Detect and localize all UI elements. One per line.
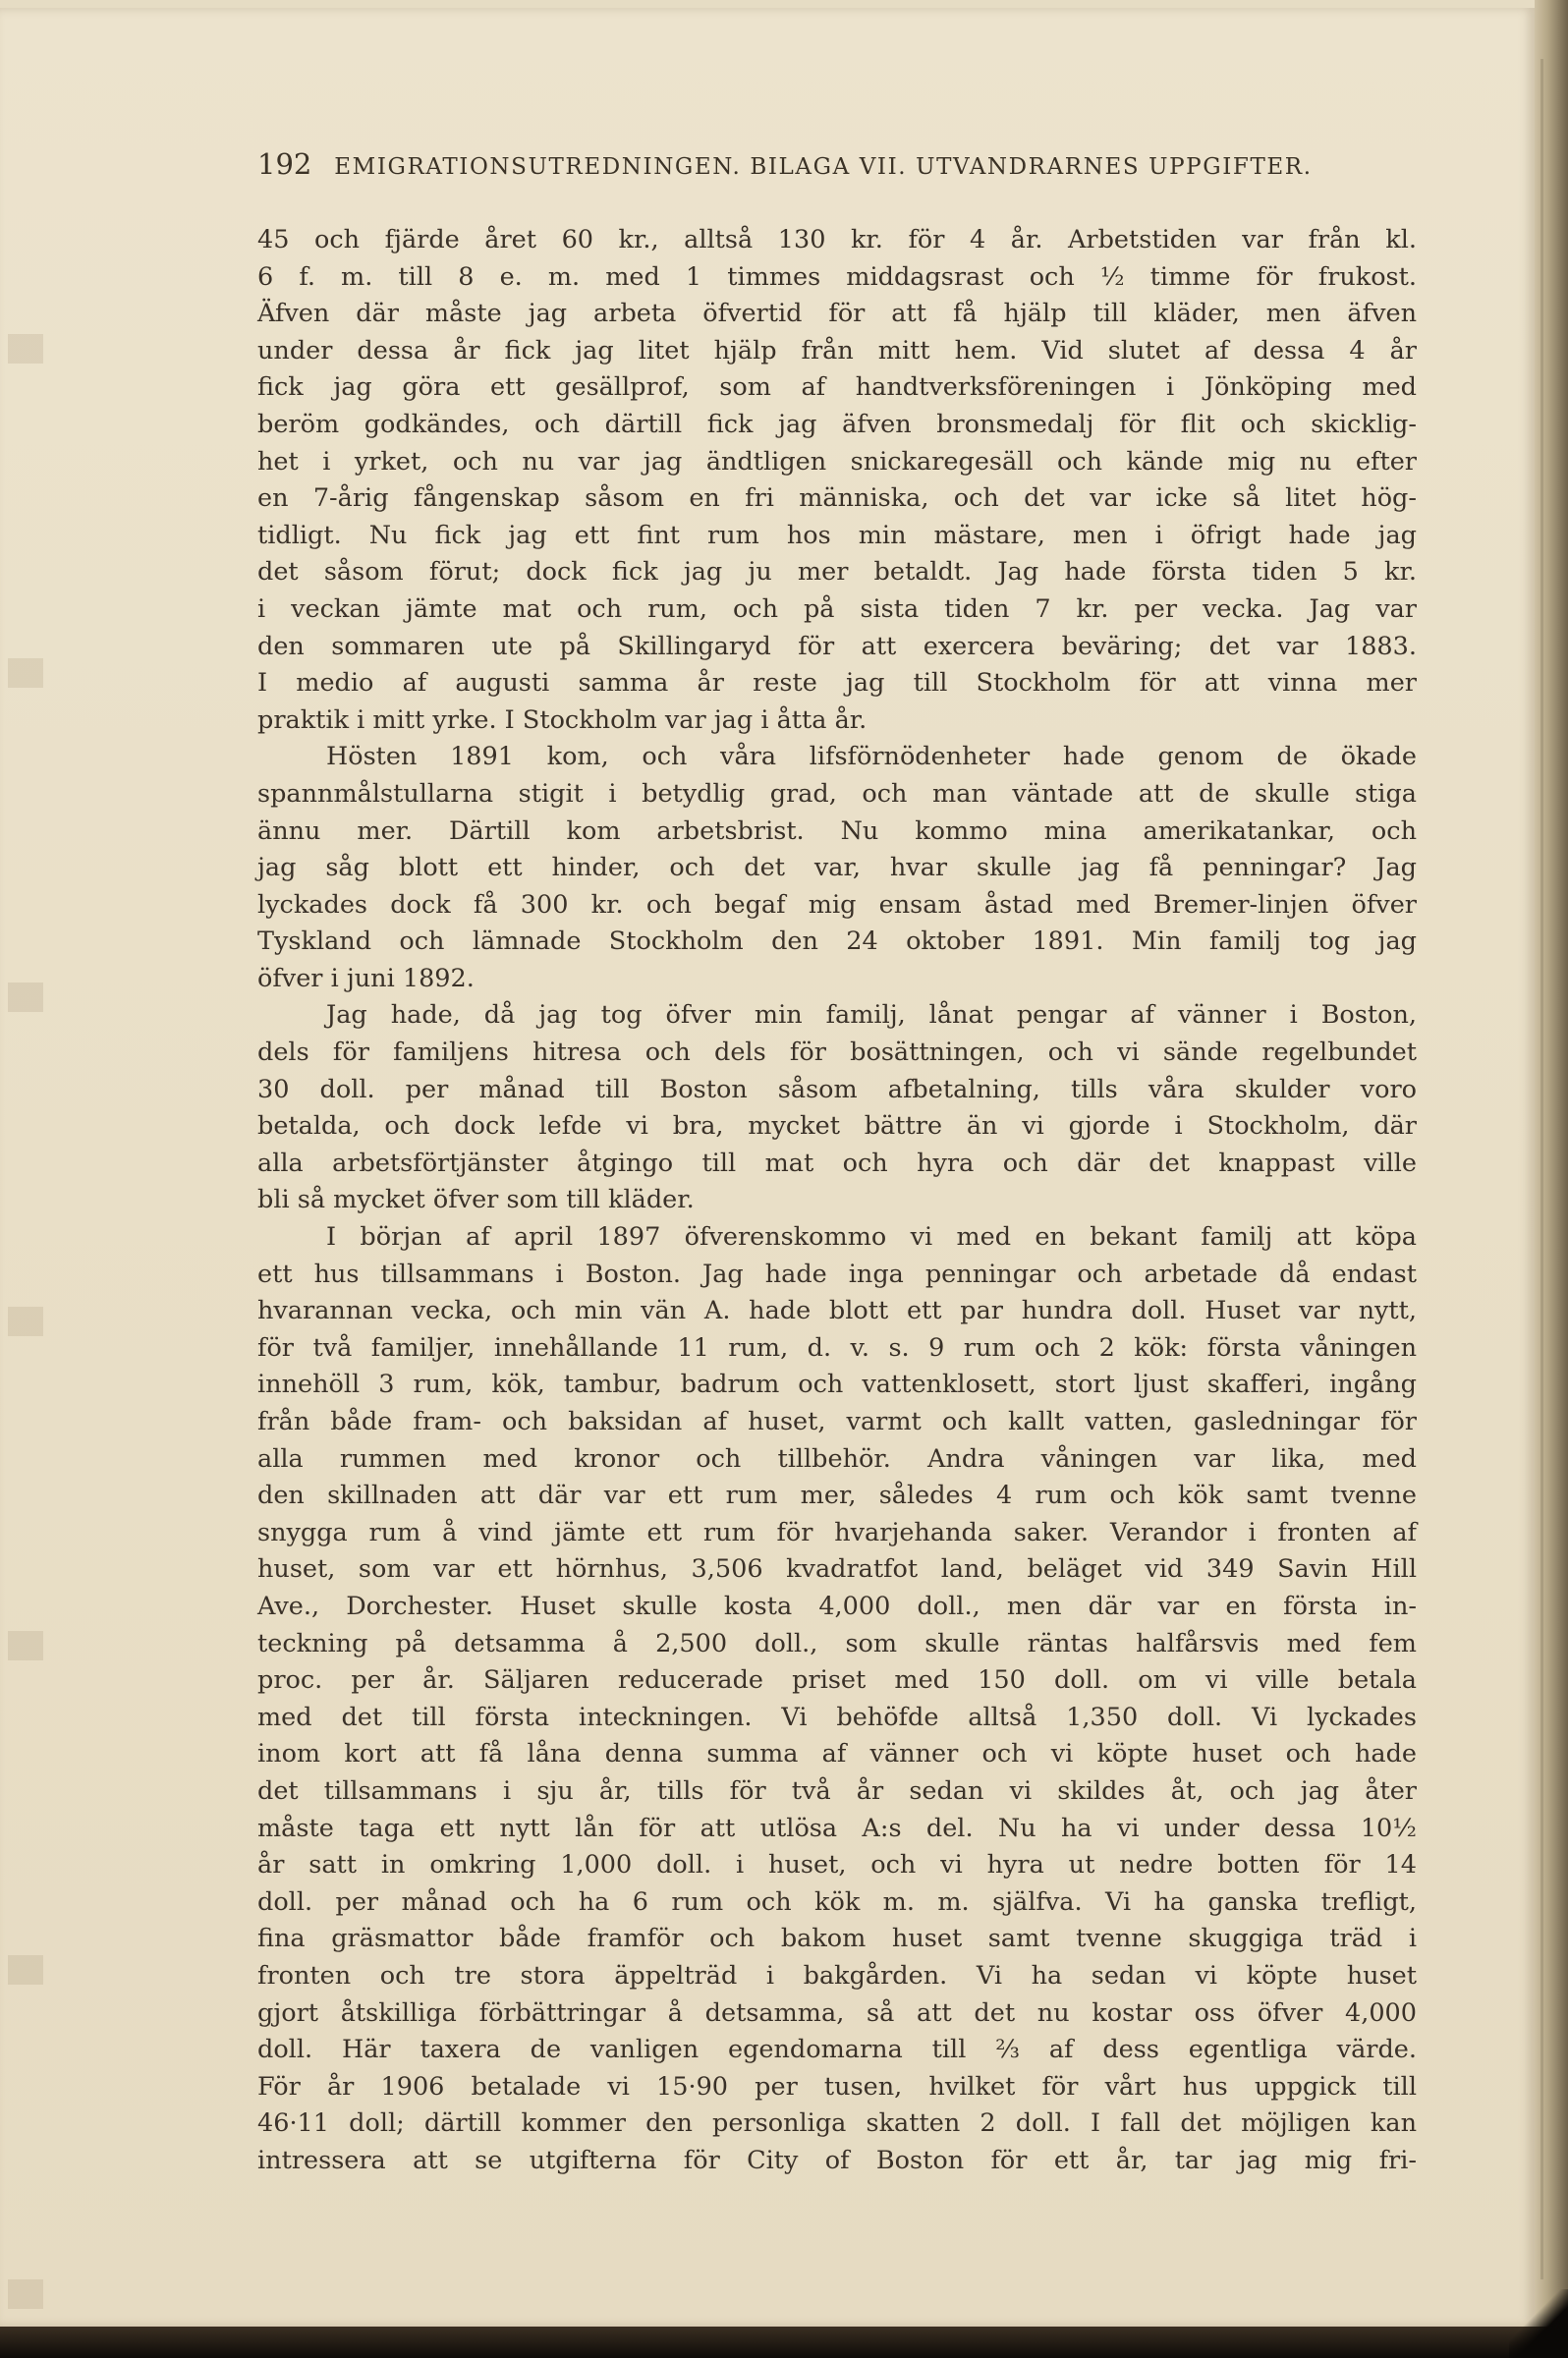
text-line: gjort åtskilliga förbättringar å detsamma, så att det nu kostar oss öfver 4,000	[257, 1997, 1417, 2028]
text-line: I början af april 1897 öfverenskommo vi med en bekant familj att köpa	[326, 1222, 1417, 1253]
text-line: praktik i mitt yrke. I Stockholm var jag i åtta år.	[257, 704, 868, 735]
text-line: ett hus tillsammans i Boston. Jag hade inga penningar och arbetade då endast	[257, 1259, 1417, 1289]
text-line: bli så mycket öfver som till kläder.	[257, 1185, 695, 1215]
text-line: 6 f. m. till 8 e. m. med 1 timmes middagsrast och ½ timme för frukost.	[257, 261, 1417, 292]
text-line: från både fram- och baksidan af huset, varmt och kallt vatten, gasledningar för	[257, 1407, 1417, 1436]
text-line: Äfven där måste jag arbeta öfvertid för att få hjälp till kläder, men äfven	[257, 299, 1417, 329]
text-line: För år 1906 betalade vi 15·90 per tusen, hvilket för vårt hus uppgick till	[257, 2071, 1417, 2102]
text-line: innehöll 3 rum, kök, tambur, badrum och vattenklosett, stort ljust skafferi, ingång	[257, 1370, 1417, 1400]
text-line: teckning på detsamma å 2,500 doll., som skulle räntas halfårsvis med fem	[257, 1628, 1417, 1658]
text-line: 46·11 doll; därtill kommer den personliga skatten 2 doll. I fall det möjligen kan	[257, 2108, 1417, 2139]
text-line: snygga rum å vind jämte ett rum för hvarjehanda saker. Verandor i fronten af	[257, 1517, 1417, 1547]
left-margin-bleed	[8, 39, 43, 2319]
text-line: Jag hade, då jag tog öfver min familj, lånat pengar af vänner i Boston,	[326, 1000, 1417, 1031]
text-line: i veckan jämte mat och rum, och på sista tiden 7 kr. per vecka. Jag var	[257, 593, 1417, 624]
text-line: huset, som var ett hörnhus, 3,506 kvadratfot land, beläget vid 349 Savin Hill	[257, 1554, 1417, 1585]
text-line: 45 och fjärde året 60 kr., alltså 130 kr. för 4 år. Arbetstiden var från kl.	[257, 225, 1417, 254]
text-line: måste taga ett nytt lån för att utlösa A:s del. Nu ha vi under dessa 10½	[257, 1813, 1417, 1843]
running-head-title: EMIGRATIONSUTREDNINGEN. BILAGA VII. UTVANDRARNES UPPGIFTER.	[334, 154, 1313, 180]
text-line: med det till första inteckningen. Vi behöfde alltså 1,350 doll. Vi lyckades	[257, 1702, 1417, 1732]
text-line: het i yrket, och nu var jag ändtligen snickaregesäll och kände mig nu efter	[257, 446, 1417, 477]
corner-shadow	[1509, 2289, 1568, 2358]
text-line: I medio af augusti samma år reste jag till Stockholm för att vinna mer	[257, 668, 1417, 699]
text-line: ännu mer. Därtill kom arbetsbrist. Nu kommo mina amerikatankar, och	[257, 815, 1417, 846]
page-edge	[1535, 0, 1568, 2358]
text-line: Hösten 1891 kom, och våra lifsförnödenheter hade genom de ökade	[326, 742, 1417, 772]
text-line: den sommaren ute på Skillingaryd för att exercera beväring; det var 1883.	[257, 631, 1417, 661]
text-line: år satt in omkring 1,000 doll. i huset, och vi hyra ut nedre botten för 14	[257, 1850, 1417, 1881]
text-line: under dessa år fick jag litet hjälp från mitt hem. Vid slutet af dessa 4 år	[257, 335, 1417, 365]
bottom-shadow	[0, 2327, 1568, 2358]
text-line: dels för familjens hitresa och dels för bosättningen, och vi sände regelbundet	[257, 1038, 1417, 1068]
text-line: inom kort att få låna denna summa af vänner och vi köpte huset och hade	[257, 1739, 1417, 1769]
text-line: doll. Här taxera de vanligen egendomarna till ⅔ af dess egentliga värde.	[257, 2035, 1417, 2065]
text-line: 30 doll. per månad till Boston såsom afbetalning, tills våra skulder voro	[257, 1074, 1417, 1104]
text-line: öfver i juni 1892.	[257, 963, 475, 993]
page-number: 192	[257, 147, 312, 181]
text-line: beröm godkändes, och därtill fick jag äfven bronsmedalj för flit och skicklig-	[257, 409, 1417, 439]
text-line: betalda, och dock lefde vi bra, mycket bättre än vi gjorde i Stockholm, där	[257, 1111, 1417, 1142]
text-line: det såsom förut; dock fick jag ju mer betaldt. Jag hade första tiden 5 kr.	[257, 557, 1417, 588]
text-line: hvarannan vecka, och min vän A. hade blott ett par hundra doll. Huset var nytt,	[257, 1296, 1417, 1326]
text-line: Ave., Dorchester. Huset skulle kosta 4,000 doll., men där var en första in-	[257, 1591, 1417, 1621]
text-line: doll. per månad och ha 6 rum och kök m. m. själfva. Vi ha ganska trefligt,	[257, 1886, 1417, 1917]
text-line: Tyskland och lämnade Stockholm den 24 oktober 1891. Min familj tog jag	[257, 926, 1417, 957]
text-line: en 7-årig fångenskap såsom en fri människa, och det var icke så litet hög-	[257, 483, 1417, 514]
text-line: det tillsammans i sju år, tills för två år sedan vi skildes åt, och jag åter	[257, 1775, 1417, 1806]
text-line: intressera att se utgifterna för City of Boston för ett år, tar jag mig fri-	[257, 2145, 1417, 2175]
text-line: fina gräsmattor både framför och bakom huset samt tvenne skuggiga träd i	[257, 1924, 1417, 1954]
body-text	[257, 222, 1417, 2179]
text-line: tidligt. Nu fick jag ett fint rum hos min mästare, men i öfrigt hade jag	[257, 520, 1417, 550]
text-line: för två familjer, innehållande 11 rum, d. v. s. 9 rum och 2 kök: första våningen	[257, 1332, 1417, 1363]
text-line: fronten och tre stora äppelträd i bakgården. Vi ha sedan vi köpte huset	[257, 1960, 1417, 1991]
text-line: den skillnaden att där var ett rum mer, således 4 rum och kök samt tvenne	[257, 1481, 1417, 1511]
text-line: alla arbetsförtjänster åtgingo till mat och hyra och där det knappast ville	[257, 1148, 1417, 1178]
text-line: spannmålstullarna stigit i betydlig grad, och man väntade att de skulle stiga	[257, 778, 1417, 809]
text-line: lyckades dock få 300 kr. och begaf mig ensam åstad med Bremer-linjen öfver	[257, 889, 1417, 920]
text-line: alla rummen med kronor och tillbehör. Andra våningen var lika, med	[257, 1443, 1417, 1474]
text-line: proc. per år. Säljaren reducerade priset med 150 doll. om vi ville betala	[257, 1665, 1417, 1696]
text-line: jag såg blott ett hinder, och det var, hvar skulle jag få penningar? Jag	[257, 853, 1417, 883]
running-header	[257, 147, 1417, 187]
text-line: fick jag göra ett gesällprof, som af handtverksföreningen i Jönköping med	[257, 372, 1417, 403]
